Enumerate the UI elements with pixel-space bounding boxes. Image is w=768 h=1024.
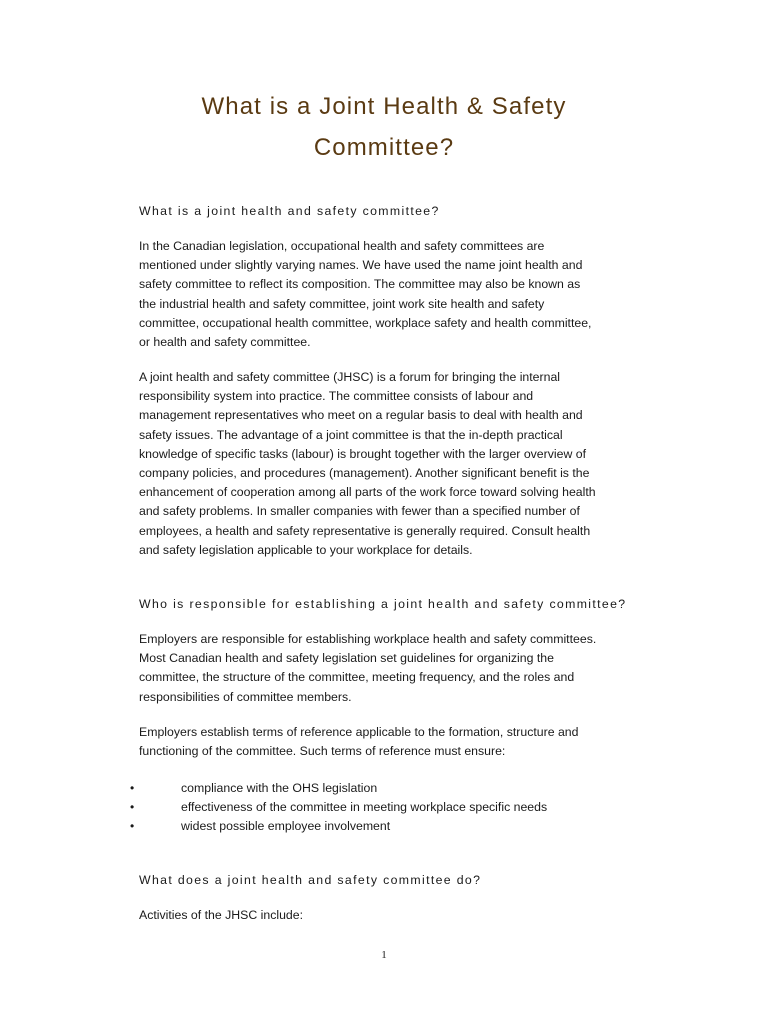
text-line: and safety legislation applicable to your workplace for details.: [139, 542, 473, 557]
section-heading-who-is-responsible: Who is responsible for establishing a joint health and safety committee?: [139, 597, 627, 611]
text-line: Employers are responsible for establishing workplace health and safety committees.: [139, 632, 597, 646]
list-item: [0, 779, 768, 798]
list-item-text: effectiveness of the committee in meeting workplace specific needs: [181, 800, 548, 814]
section-heading-what-is-jhsc: What is a joint health and safety committee?: [139, 204, 440, 218]
document-title-line-2: Committee?: [313, 134, 455, 161]
terms-of-reference-list: [0, 779, 768, 836]
text-line: responsibility system into practice. The committee consists of labour and: [139, 389, 534, 404]
list-item: [0, 798, 768, 817]
text-line: Employers establish terms of reference applicable to the formation, structure and: [139, 725, 579, 739]
text-line: In the Canadian legislation, occupational health and safety committees are: [139, 239, 545, 253]
text-line: Most Canadian health and safety legislation set guidelines for organizing the: [139, 651, 554, 666]
text-line: functioning of the committee. Such terms of reference must ensure:: [139, 744, 506, 759]
text-line: company policies, and procedures (management). Another significant benefit is the: [139, 466, 590, 481]
document-title-line-1: What is a Joint Health & Safety: [201, 93, 567, 120]
text-line: or health and safety committee.: [139, 335, 311, 350]
list-item-text: compliance with the OHS legislation: [181, 781, 378, 795]
list-item: [0, 817, 768, 836]
bullet-icon: •: [130, 781, 135, 795]
page-number: 1: [381, 949, 387, 961]
text-line: Activities of the JHSC include:: [139, 908, 304, 922]
text-line: responsibilities of committee members.: [139, 689, 352, 704]
text-line: employees, a health and safety representative is generally required. Consult health: [139, 523, 591, 538]
paragraph-activities: [139, 906, 639, 925]
text-line: enhancement of cooperation among all parts of the work force toward solving health: [139, 485, 596, 500]
text-line: management representatives who meet on a regular basis to deal with health and: [139, 408, 583, 423]
text-line: mentioned under slightly varying names. We have used the name joint health and: [139, 258, 583, 273]
paragraph-legislation-names: [139, 237, 639, 352]
text-line: safety issues. The advantage of a joint committee is that the in-depth practical: [139, 427, 563, 442]
text-line: A joint health and safety committee (JHSC) is a forum for bringing the internal: [139, 370, 561, 384]
bullet-icon: •: [130, 819, 135, 833]
text-line: safety committee to reflect its composition. The committee may also be known as: [139, 277, 581, 292]
paragraph-jhsc-forum: [139, 368, 639, 560]
text-line: committee, occupational health committee, workplace safety and health committee,: [139, 315, 592, 330]
text-line: the industrial health and safety committee, joint work site health and safety: [139, 296, 545, 311]
text-line: committee, the structure of the committee, meeting frequency, and the roles and: [139, 670, 575, 685]
paragraph-terms-of-reference: [139, 723, 639, 761]
paragraph-employers-responsible: [139, 630, 639, 707]
bullet-icon: •: [130, 800, 135, 814]
section-heading-what-does-jhsc-do: What does a joint health and safety committee do?: [139, 873, 482, 887]
text-line: and safety problems. In smaller companies with fewer than a specified number of: [139, 504, 580, 519]
list-item-text: widest possible employee involvement: [181, 819, 391, 833]
text-line: knowledge of specific tasks (labour) is brought together with the larger overview of: [139, 446, 587, 461]
